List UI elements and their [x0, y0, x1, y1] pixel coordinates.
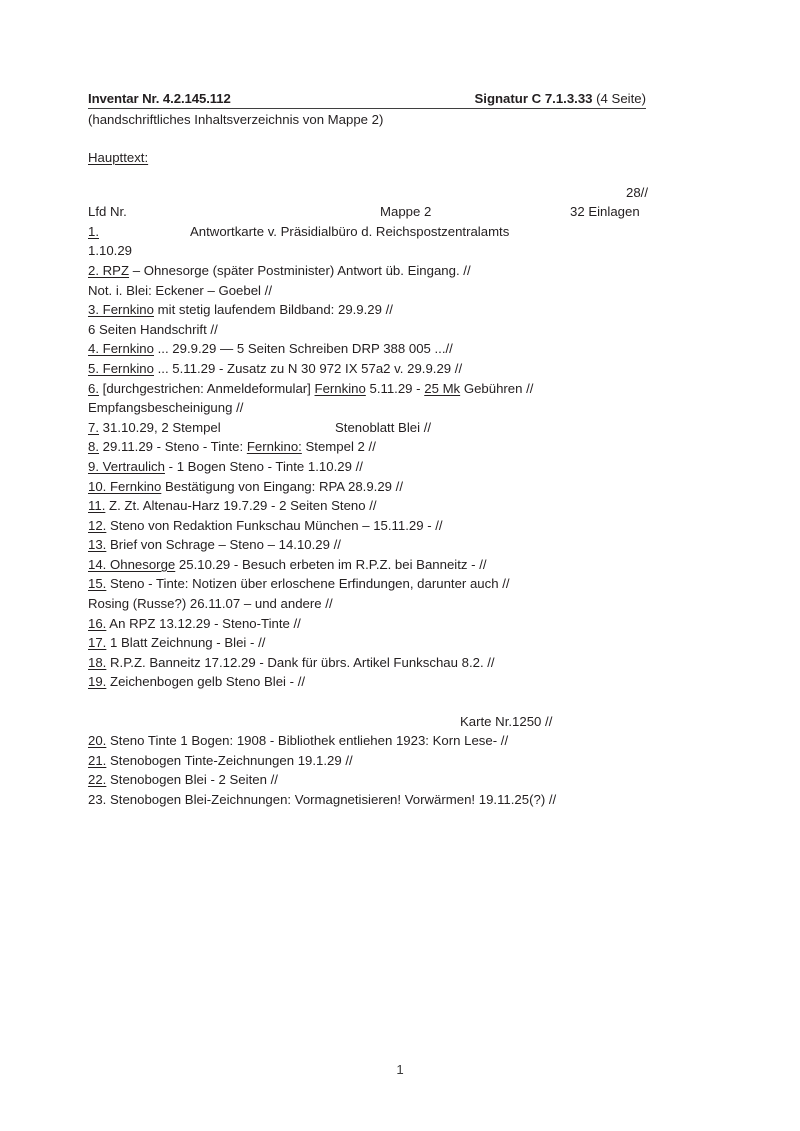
entry-line-11 — [88, 496, 708, 516]
entry-line-1 — [88, 222, 708, 242]
entry-12-number: 12. — [88, 517, 107, 533]
column-header-lfd-nr: Lfd Nr. — [88, 204, 127, 220]
card-number-line — [88, 712, 708, 732]
entry-line-22 — [88, 770, 708, 790]
line-count-note — [88, 183, 708, 203]
entry-23-text: 23. Stenobogen Blei-Zeichnungen: Vormagnetisieren! Vorwärmen! 19.11.25(?) // — [88, 792, 557, 807]
entry-9-number: 9. Vertraulich — [88, 458, 165, 474]
entry-17-number: 17. — [88, 635, 107, 651]
column-header-einlagen: 32 Einlagen — [570, 204, 640, 220]
entry-17-text: 1 Blatt Zeichnung - Blei - // — [106, 635, 266, 651]
column-header-row — [88, 202, 708, 222]
entry-1-number: 1. — [88, 223, 99, 239]
entry-20-text: Steno Tinte 1 Bogen: 1908 - Bibliothek entliehen 1923: Korn Lese- // — [106, 733, 509, 749]
entry-6-text-a: [durchgestrichen: Anmeldeformular] — [99, 380, 315, 396]
entry-22-number: 22. — [88, 772, 107, 788]
entry-6-number: 6. — [88, 380, 99, 396]
entry-3-note: 6 Seiten Handschrift // — [88, 321, 218, 337]
body-spacer-2 — [88, 692, 708, 712]
signature-number: Signatur C 7.1.3.33 — [474, 91, 593, 106]
entry-16-number: 16. — [88, 615, 107, 631]
entry-14-number: 14. Ohnesorge — [88, 556, 176, 572]
entry-line-16 — [88, 614, 708, 634]
entry-7-number: 7. — [88, 419, 99, 435]
entry-line-20 — [88, 731, 708, 751]
entry-3-text: mit stetig laufendem Bildband: 29.9.29 // — [153, 302, 393, 318]
entry-line-13 — [88, 535, 708, 555]
entry-14-text: 25.10.29 - Besuch erbeten im R.P.Z. bei Banneitz - // — [175, 556, 487, 572]
entry-8-number: 8. — [88, 439, 99, 455]
entry-line-9 — [88, 457, 708, 477]
entry-6-keyword-fernkino: Fernkino — [314, 380, 366, 396]
entry-15-number: 15. — [88, 576, 107, 592]
entry-line-8 — [88, 437, 708, 457]
entry-21-text: Stenobogen Tinte-Zeichnungen 19.1.29 // — [106, 752, 353, 768]
document-content — [88, 88, 708, 810]
entry-9-text: - 1 Bogen Steno - Tinte 1.10.29 // — [164, 458, 363, 474]
entry-line-2-note — [88, 281, 708, 301]
page-number: 1 — [396, 1062, 404, 1077]
entry-15-text: Steno - Tinte: Notizen über erloschene Erfindungen, darunter auch // — [106, 576, 510, 592]
entry-8-text-b: Stempel 2 // — [301, 439, 376, 455]
entry-5-number: 5. Fernkino — [88, 360, 154, 376]
entry-16-text: An RPZ 13.12.29 - Steno-Tinte // — [106, 615, 301, 631]
entry-line-10 — [88, 477, 708, 497]
entry-1-title: Antwortkarte v. Präsidialbüro d. Reichspostzentralamts — [190, 223, 510, 239]
entry-19-text: Zeichenbogen gelb Steno Blei - // — [106, 674, 306, 690]
document-body — [88, 148, 708, 810]
entry-line-18 — [88, 653, 708, 673]
column-header-mappe: Mappe 2 — [380, 204, 432, 220]
entry-22-text: Stenobogen Blei - 2 Seiten // — [106, 772, 278, 788]
entry-2-number: 2. RPZ — [88, 262, 130, 278]
signature-page-count: (4 Seite) — [592, 91, 646, 106]
entry-21-number: 21. — [88, 752, 107, 768]
entry-5-text: ... 5.11.29 - Zusatz zu N 30 972 IX 57a2 v. 29.9.29 // — [153, 360, 463, 376]
entry-18-text: R.P.Z. Banneitz 17.12.29 - Dank für übrs. Artikel Funkschau 8.2. // — [106, 654, 495, 670]
entry-line-4 — [88, 339, 708, 359]
entry-line-21 — [88, 751, 708, 771]
entry-line-7 — [88, 418, 708, 438]
entry-line-5 — [88, 359, 708, 379]
entry-20-number: 20. — [88, 733, 107, 749]
entry-13-number: 13. — [88, 537, 107, 553]
entry-6-text-c: Gebühren // — [460, 380, 534, 396]
entry-line-15 — [88, 574, 708, 594]
entry-11-number: 11. — [88, 498, 106, 514]
entry-6-fee: 25 Mk — [424, 380, 461, 396]
entry-15-note: Rosing (Russe?) 26.11.07 – und andere // — [88, 596, 333, 612]
entry-10-number: 10. Fernkino — [88, 478, 162, 494]
entry-line-1-date — [88, 241, 708, 261]
entry-18-number: 18. — [88, 654, 107, 670]
entry-line-17 — [88, 633, 708, 653]
entry-line-6 — [88, 379, 708, 399]
entry-10-text: Bestätigung von Eingang: RPA 28.9.29 // — [161, 478, 404, 494]
entry-8-text-a: 29.11.29 - Steno - Tinte: — [99, 439, 247, 455]
entry-13-text: Brief von Schrage – Steno – 14.10.29 // — [106, 537, 341, 553]
card-number-value: Karte Nr.1250 // — [460, 713, 553, 729]
entry-line-14 — [88, 555, 708, 575]
entry-line-23 — [88, 790, 708, 810]
signature-group — [474, 88, 646, 109]
entry-1-date: 1.10.29 — [88, 243, 132, 259]
inventory-number: Inventar Nr. 4.2.145.112 — [88, 91, 231, 106]
entry-2-note: Not. i. Blei: Eckener – Goebel // — [88, 282, 272, 298]
entry-line-6-note — [88, 398, 708, 418]
section-heading-label: Haupttext: — [88, 150, 149, 165]
entry-3-number: 3. Fernkino — [88, 302, 154, 318]
entry-line-12 — [88, 516, 708, 536]
entry-6-text-b: 5.11.29 - — [365, 380, 425, 396]
entry-8-keyword-fernkino: Fernkino: — [246, 439, 302, 455]
entry-7-text: 31.10.29, 2 Stempel — [99, 419, 221, 435]
entry-2-text: – Ohnesorge (später Postminister) Antwort üb. Eingang. // — [129, 262, 471, 278]
section-heading-haupttext — [88, 148, 708, 168]
entry-line-3 — [88, 300, 708, 320]
body-spacer-1 — [88, 168, 708, 183]
entry-line-19 — [88, 672, 708, 692]
header-title-line — [88, 88, 646, 109]
entry-line-2 — [88, 261, 708, 281]
entry-7-tail: Stenoblatt Blei // — [335, 419, 432, 435]
entry-4-text: ... 29.9.29 — 5 Seiten Schreiben DRP 388 005 ...// — [153, 341, 453, 357]
count-note-value: 28// — [626, 184, 648, 200]
entry-line-3-note — [88, 320, 708, 340]
entry-19-number: 19. — [88, 674, 107, 690]
entry-line-15-note — [88, 594, 708, 614]
entry-4-number: 4. Fernkino — [88, 341, 154, 357]
header-subtitle: (handschriftliches Inhaltsverzeichnis von Mappe 2) — [88, 112, 384, 127]
entry-11-text: Z. Zt. Altenau-Harz 19.7.29 - 2 Seiten Steno // — [105, 498, 377, 514]
entry-6-note: Empfangsbescheinigung // — [88, 400, 244, 416]
entry-12-text: Steno von Redaktion Funkschau München – 15.11.29 - // — [106, 517, 443, 533]
document-header — [88, 88, 708, 131]
